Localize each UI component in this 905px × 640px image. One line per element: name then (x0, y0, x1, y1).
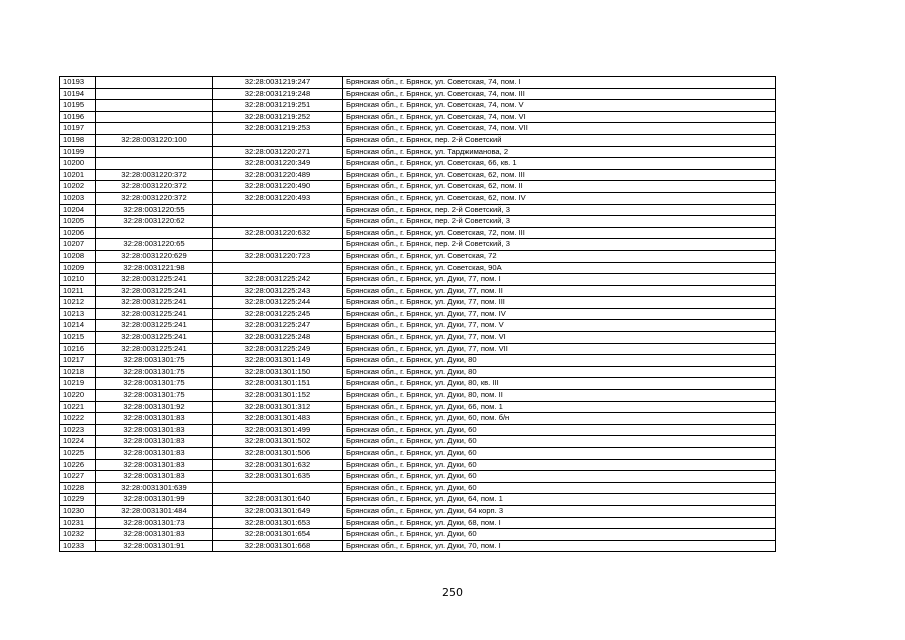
parent-cadastral-number-cell: 32:28:0031220:65 (96, 239, 213, 251)
row-number-cell: 10210 (60, 274, 96, 286)
table-row (60, 134, 776, 146)
cadastral-number-cell: 32:28:0031301:654 (213, 529, 343, 541)
address-cell: Брянская обл., г. Брянск, ул. Советская, 72, пом. III (343, 227, 776, 239)
parent-cadastral-number-cell: 32:28:0031220:372 (96, 181, 213, 193)
cadastral-number-cell (213, 204, 343, 216)
cadastral-number-cell: 32:28:0031225:247 (213, 320, 343, 332)
table-row (60, 378, 776, 390)
cadastral-number-cell: 32:28:0031301:668 (213, 540, 343, 552)
address-cell: Брянская обл., г. Брянск, ул. Дуки, 60 (343, 436, 776, 448)
address-cell: Брянская обл., г. Брянск, ул. Советская, 62, пом. II (343, 181, 776, 193)
table-row (60, 448, 776, 460)
row-number-cell: 10197 (60, 123, 96, 135)
table-row (60, 227, 776, 239)
cadastral-number-cell: 32:28:0031225:244 (213, 297, 343, 309)
cadastral-number-cell: 32:28:0031301:149 (213, 355, 343, 367)
parent-cadastral-number-cell: 32:28:0031301:75 (96, 355, 213, 367)
page-number: 250 (442, 586, 463, 599)
address-cell: Брянская обл., г. Брянск, ул. Дуки, 77, пом. VI (343, 332, 776, 344)
cadastral-number-cell: 32:28:0031301:483 (213, 413, 343, 425)
table-row (60, 413, 776, 425)
parent-cadastral-number-cell: 32:28:0031301:91 (96, 540, 213, 552)
address-cell: Брянская обл., г. Брянск, ул. Советская, 74, пом. VI (343, 111, 776, 123)
cadastral-number-cell: 32:28:0031220:271 (213, 146, 343, 158)
cadastral-number-cell: 32:28:0031301:499 (213, 424, 343, 436)
parent-cadastral-number-cell: 32:28:0031301:99 (96, 494, 213, 506)
cadastral-number-cell: 32:28:0031225:242 (213, 274, 343, 286)
address-cell: Брянская обл., г. Брянск, ул. Советская, 74, пом. V (343, 100, 776, 112)
parent-cadastral-number-cell: 32:28:0031301:83 (96, 413, 213, 425)
cadastral-number-cell: 32:28:0031219:252 (213, 111, 343, 123)
table-row (60, 482, 776, 494)
address-cell: Брянская обл., г. Брянск, ул. Дуки, 64 корп. 3 (343, 505, 776, 517)
address-cell: Брянская обл., г. Брянск, ул. Дуки, 80 (343, 366, 776, 378)
table-row (60, 285, 776, 297)
address-cell: Брянская обл., г. Брянск, ул. Дуки, 80, кв. III (343, 378, 776, 390)
cadastral-number-cell: 32:28:0031301:653 (213, 517, 343, 529)
cadastral-number-cell (213, 482, 343, 494)
table-row (60, 274, 776, 286)
row-number-cell: 10227 (60, 471, 96, 483)
address-cell: Брянская обл., г. Брянск, ул. Дуки, 60 (343, 471, 776, 483)
parent-cadastral-number-cell: 32:28:0031301:92 (96, 401, 213, 413)
cadastral-number-cell: 32:28:0031301:640 (213, 494, 343, 506)
parent-cadastral-number-cell: 32:28:0031225:241 (96, 320, 213, 332)
parent-cadastral-number-cell: 32:28:0031220:372 (96, 192, 213, 204)
cadastral-number-cell: 32:28:0031220:490 (213, 181, 343, 193)
row-number-cell: 10225 (60, 448, 96, 460)
parent-cadastral-number-cell: 32:28:0031301:639 (96, 482, 213, 494)
table-row (60, 436, 776, 448)
address-cell: Брянская обл., г. Брянск, ул. Дуки, 60 (343, 459, 776, 471)
row-number-cell: 10213 (60, 308, 96, 320)
row-number-cell: 10201 (60, 169, 96, 181)
parent-cadastral-number-cell: 32:28:0031301:83 (96, 436, 213, 448)
cadastral-number-cell: 32:28:0031301:150 (213, 366, 343, 378)
address-cell: Брянская обл., г. Брянск, ул. Дуки, 77, пом. VII (343, 343, 776, 355)
address-cell: Брянская обл., г. Брянск, ул. Дуки, 60 (343, 482, 776, 494)
parent-cadastral-number-cell (96, 77, 213, 89)
row-number-cell: 10214 (60, 320, 96, 332)
row-number-cell: 10222 (60, 413, 96, 425)
address-cell: Брянская обл., г. Брянск, ул. Тарджиманова, 2 (343, 146, 776, 158)
address-cell: Брянская обл., г. Брянск, ул. Дуки, 77, пом. IV (343, 308, 776, 320)
row-number-cell: 10211 (60, 285, 96, 297)
parent-cadastral-number-cell: 32:28:0031221:98 (96, 262, 213, 274)
property-register-table (59, 76, 776, 552)
table-row (60, 77, 776, 89)
row-number-cell: 10233 (60, 540, 96, 552)
parent-cadastral-number-cell (96, 158, 213, 170)
parent-cadastral-number-cell: 32:28:0031301:83 (96, 424, 213, 436)
table-row (60, 332, 776, 344)
parent-cadastral-number-cell: 32:28:0031225:241 (96, 285, 213, 297)
parent-cadastral-number-cell: 32:28:0031220:55 (96, 204, 213, 216)
table-row (60, 355, 776, 367)
row-number-cell: 10231 (60, 517, 96, 529)
address-cell: Брянская обл., г. Брянск, ул. Дуки, 77, пом. II (343, 285, 776, 297)
cadastral-number-cell: 32:28:0031225:243 (213, 285, 343, 297)
table-row (60, 401, 776, 413)
parent-cadastral-number-cell (96, 227, 213, 239)
row-number-cell: 10232 (60, 529, 96, 541)
table-row (60, 100, 776, 112)
row-number-cell: 10194 (60, 88, 96, 100)
parent-cadastral-number-cell (96, 123, 213, 135)
parent-cadastral-number-cell: 32:28:0031301:75 (96, 366, 213, 378)
cadastral-number-cell: 32:28:0031219:247 (213, 77, 343, 89)
row-number-cell: 10199 (60, 146, 96, 158)
table-row (60, 111, 776, 123)
table-row (60, 366, 776, 378)
cadastral-number-cell: 32:28:0031219:248 (213, 88, 343, 100)
address-cell: Брянская обл., г. Брянск, ул. Советская, 62, пом. IV (343, 192, 776, 204)
row-number-cell: 10230 (60, 505, 96, 517)
row-number-cell: 10198 (60, 134, 96, 146)
address-cell: Брянская обл., г. Брянск, ул. Дуки, 60 (343, 529, 776, 541)
table-row (60, 146, 776, 158)
table-row (60, 192, 776, 204)
table-row (60, 204, 776, 216)
address-cell: Брянская обл., г. Брянск, ул. Советская, 74, пом. I (343, 77, 776, 89)
row-number-cell: 10216 (60, 343, 96, 355)
parent-cadastral-number-cell (96, 100, 213, 112)
register-table-body (60, 77, 776, 552)
address-cell: Брянская обл., г. Брянск, пер. 2-й Советский, 3 (343, 204, 776, 216)
table-row (60, 540, 776, 552)
parent-cadastral-number-cell: 32:28:0031301:83 (96, 471, 213, 483)
parent-cadastral-number-cell: 32:28:0031301:83 (96, 448, 213, 460)
table-row (60, 308, 776, 320)
row-number-cell: 10226 (60, 459, 96, 471)
address-cell: Брянская обл., г. Брянск, ул. Дуки, 77, пом. I (343, 274, 776, 286)
cadastral-number-cell: 32:28:0031220:723 (213, 250, 343, 262)
parent-cadastral-number-cell: 32:28:0031220:62 (96, 216, 213, 228)
address-cell: Брянская обл., г. Брянск, ул. Дуки, 77, пом. III (343, 297, 776, 309)
table-row (60, 343, 776, 355)
table-row (60, 517, 776, 529)
address-cell: Брянская обл., г. Брянск, пер. 2-й Советский (343, 134, 776, 146)
parent-cadastral-number-cell: 32:28:0031225:241 (96, 274, 213, 286)
row-number-cell: 10207 (60, 239, 96, 251)
row-number-cell: 10202 (60, 181, 96, 193)
cadastral-number-cell: 32:28:0031220:349 (213, 158, 343, 170)
cadastral-number-cell (213, 262, 343, 274)
cadastral-number-cell (213, 134, 343, 146)
cadastral-number-cell: 32:28:0031219:251 (213, 100, 343, 112)
row-number-cell: 10203 (60, 192, 96, 204)
table-row (60, 239, 776, 251)
table-row (60, 262, 776, 274)
table-row (60, 471, 776, 483)
row-number-cell: 10212 (60, 297, 96, 309)
cadastral-number-cell: 32:28:0031301:649 (213, 505, 343, 517)
row-number-cell: 10215 (60, 332, 96, 344)
row-number-cell: 10223 (60, 424, 96, 436)
cadastral-number-cell: 32:28:0031301:152 (213, 390, 343, 402)
address-cell: Брянская обл., г. Брянск, ул. Дуки, 60, пом. б/н (343, 413, 776, 425)
address-cell: Брянская обл., г. Брянск, ул. Советская, 62, пом. III (343, 169, 776, 181)
address-cell: Брянская обл., г. Брянск, пер. 2-й Советский, 3 (343, 216, 776, 228)
parent-cadastral-number-cell: 32:28:0031225:241 (96, 332, 213, 344)
address-cell: Брянская обл., г. Брянск, ул. Дуки, 64, пом. 1 (343, 494, 776, 506)
parent-cadastral-number-cell: 32:28:0031301:75 (96, 390, 213, 402)
parent-cadastral-number-cell (96, 88, 213, 100)
address-cell: Брянская обл., г. Брянск, ул. Дуки, 80 (343, 355, 776, 367)
row-number-cell: 10217 (60, 355, 96, 367)
cadastral-number-cell: 32:28:0031301:502 (213, 436, 343, 448)
cadastral-number-cell: 32:28:0031225:248 (213, 332, 343, 344)
cadastral-number-cell: 32:28:0031219:253 (213, 123, 343, 135)
address-cell: Брянская обл., г. Брянск, ул. Советская, 66, кв. 1 (343, 158, 776, 170)
parent-cadastral-number-cell: 32:28:0031301:83 (96, 529, 213, 541)
table-row (60, 459, 776, 471)
table-row (60, 181, 776, 193)
row-number-cell: 10204 (60, 204, 96, 216)
table-row (60, 216, 776, 228)
parent-cadastral-number-cell: 32:28:0031225:241 (96, 308, 213, 320)
row-number-cell: 10229 (60, 494, 96, 506)
table-row (60, 123, 776, 135)
parent-cadastral-number-cell: 32:28:0031220:372 (96, 169, 213, 181)
cadastral-number-cell (213, 216, 343, 228)
parent-cadastral-number-cell (96, 146, 213, 158)
cadastral-number-cell: 32:28:0031301:632 (213, 459, 343, 471)
table-row (60, 158, 776, 170)
parent-cadastral-number-cell: 32:28:0031225:241 (96, 343, 213, 355)
row-number-cell: 10218 (60, 366, 96, 378)
row-number-cell: 10221 (60, 401, 96, 413)
parent-cadastral-number-cell: 32:28:0031301:73 (96, 517, 213, 529)
cadastral-number-cell: 32:28:0031220:493 (213, 192, 343, 204)
cadastral-number-cell: 32:28:0031220:489 (213, 169, 343, 181)
parent-cadastral-number-cell: 32:28:0031220:629 (96, 250, 213, 262)
row-number-cell: 10205 (60, 216, 96, 228)
row-number-cell: 10224 (60, 436, 96, 448)
table-row (60, 505, 776, 517)
table-row (60, 169, 776, 181)
cadastral-number-cell: 32:28:0031301:635 (213, 471, 343, 483)
address-cell: Брянская обл., г. Брянск, ул. Дуки, 68, пом. I (343, 517, 776, 529)
cadastral-number-cell: 32:28:0031225:245 (213, 308, 343, 320)
address-cell: Брянская обл., г. Брянск, ул. Советская, 74, пом. VII (343, 123, 776, 135)
table-row (60, 424, 776, 436)
address-cell: Брянская обл., г. Брянск, ул. Дуки, 80, пом. II (343, 390, 776, 402)
row-number-cell: 10228 (60, 482, 96, 494)
row-number-cell: 10208 (60, 250, 96, 262)
row-number-cell: 10195 (60, 100, 96, 112)
row-number-cell: 10209 (60, 262, 96, 274)
table-row (60, 297, 776, 309)
row-number-cell: 10219 (60, 378, 96, 390)
address-cell: Брянская обл., г. Брянск, ул. Дуки, 77, пом. V (343, 320, 776, 332)
row-number-cell: 10196 (60, 111, 96, 123)
cadastral-number-cell: 32:28:0031225:249 (213, 343, 343, 355)
address-cell: Брянская обл., г. Брянск, ул. Советская, 74, пом. III (343, 88, 776, 100)
row-number-cell: 10200 (60, 158, 96, 170)
address-cell: Брянская обл., г. Брянск, ул. Дуки, 66, пом. 1 (343, 401, 776, 413)
parent-cadastral-number-cell: 32:28:0031301:75 (96, 378, 213, 390)
row-number-cell: 10220 (60, 390, 96, 402)
parent-cadastral-number-cell: 32:28:0031220:100 (96, 134, 213, 146)
table-row (60, 390, 776, 402)
address-cell: Брянская обл., г. Брянск, ул. Дуки, 70, пом. I (343, 540, 776, 552)
address-cell: Брянская обл., г. Брянск, ул. Дуки, 60 (343, 424, 776, 436)
address-cell: Брянская обл., г. Брянск, ул. Дуки, 60 (343, 448, 776, 460)
table-row (60, 250, 776, 262)
parent-cadastral-number-cell (96, 111, 213, 123)
row-number-cell: 10193 (60, 77, 96, 89)
address-cell: Брянская обл., г. Брянск, ул. Советская, 90А (343, 262, 776, 274)
parent-cadastral-number-cell: 32:28:0031301:484 (96, 505, 213, 517)
cadastral-number-cell (213, 239, 343, 251)
table-row (60, 494, 776, 506)
parent-cadastral-number-cell: 32:28:0031225:241 (96, 297, 213, 309)
address-cell: Брянская обл., г. Брянск, ул. Советская, 72 (343, 250, 776, 262)
cadastral-number-cell: 32:28:0031301:506 (213, 448, 343, 460)
table-row (60, 88, 776, 100)
cadastral-number-cell: 32:28:0031301:312 (213, 401, 343, 413)
address-cell: Брянская обл., г. Брянск, пер. 2-й Советский, 3 (343, 239, 776, 251)
table-row (60, 320, 776, 332)
parent-cadastral-number-cell: 32:28:0031301:83 (96, 459, 213, 471)
table-row (60, 529, 776, 541)
row-number-cell: 10206 (60, 227, 96, 239)
cadastral-number-cell: 32:28:0031220:632 (213, 227, 343, 239)
cadastral-number-cell: 32:28:0031301:151 (213, 378, 343, 390)
